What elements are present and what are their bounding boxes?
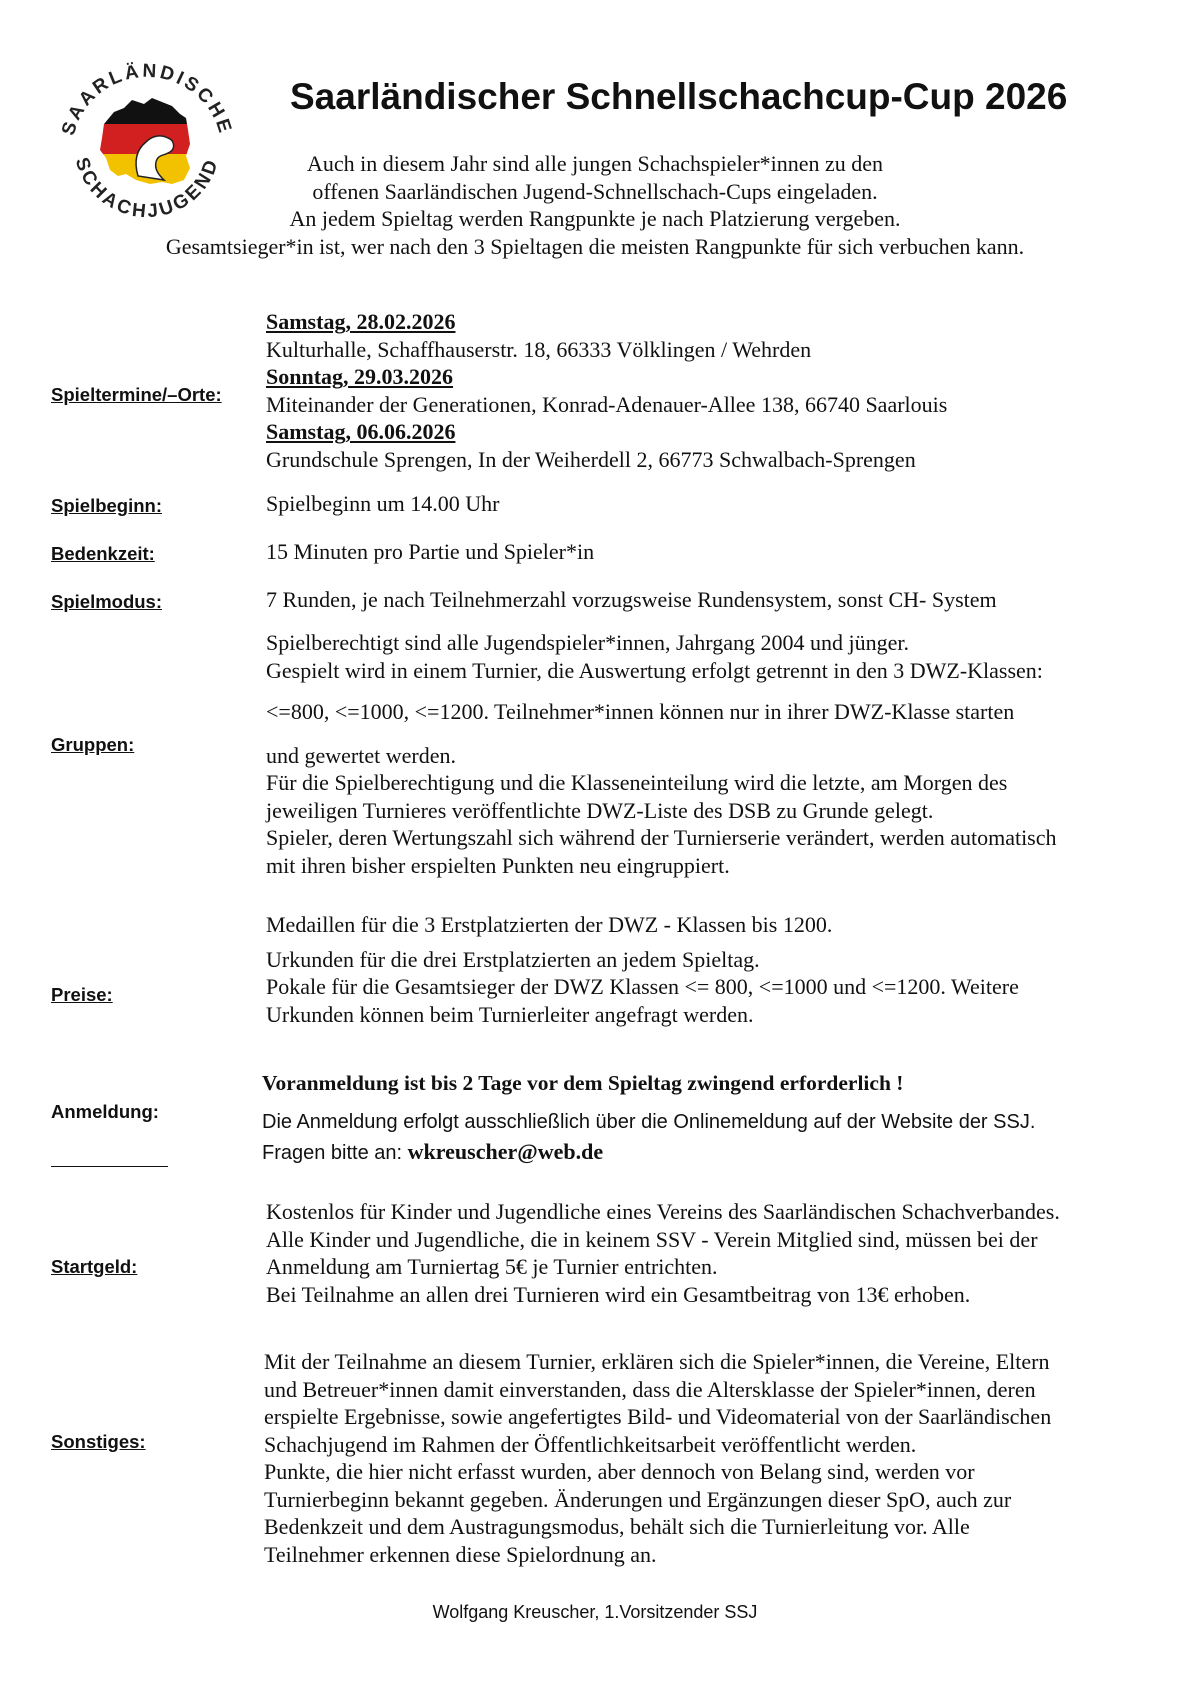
- intro-line: Gesamtsieger*in ist, wer nach den 3 Spieltagen die meisten Rangpunkte für sich verbuchen kann.: [165, 233, 1025, 259]
- sonstiges-text: [264, 1348, 1154, 1568]
- spielbeginn-line: Spielbeginn um 14.00 Uhr: [266, 491, 500, 516]
- page-title: Saarländischer Schnellschachcup-Cup 2026: [290, 76, 1068, 117]
- preise-line: Urkunden für die drei Erstplatzierten an jedem Spieltag.: [266, 946, 760, 972]
- preise-text: [266, 911, 1156, 1028]
- date-3: Samstag, 06.06.2026: [266, 419, 456, 444]
- spielmodus-text: [266, 586, 1156, 614]
- gruppen-line: jeweiligen Turnieres veröffentlichte DWZ-Liste des DSB zu Grunde gelegt.: [266, 797, 934, 823]
- contact-email[interactable]: wkreuscher@web.de: [407, 1139, 604, 1164]
- label-spielmodus: Spielmodus:: [51, 591, 163, 612]
- contact-prefix: Fragen bitte an:: [262, 1142, 408, 1164]
- gruppen-line: Für die Spielberechtigung und die Klasseneinteilung wird die letzte, am Morgen des: [266, 770, 1008, 795]
- sonstiges-line: Teilnehmer erkennen diese Spielordnung an.: [264, 1541, 657, 1567]
- label-divider: [51, 1166, 168, 1167]
- startgeld-line: Alle Kinder und Jugendliche, die in keinem SSV - Verein Mitglied sind, müssen bei der: [266, 1226, 1038, 1252]
- sonstiges-line: Turnierbeginn bekannt gegeben. Änderungen und Ergänzungen dieser SpO, auch zur: [264, 1486, 1012, 1512]
- gruppen-line: und gewertet werden.: [266, 742, 456, 768]
- label-startgeld: Startgeld:: [51, 1256, 138, 1277]
- sonstiges-line: Bedenkzeit und dem Austragungsmodus, behält sich die Turnierleitung vor. Alle: [264, 1514, 970, 1539]
- sonstiges-line: und Betreuer*innen damit einverstanden, dass die Altersklasse der Spieler*innen, deren: [264, 1376, 1036, 1402]
- date-2: Sonntag, 29.03.2026: [266, 364, 454, 389]
- bedenkzeit-text: [266, 538, 1156, 566]
- preise-line: Pokale für die Gesamtsieger der DWZ Klassen <= 800, <=1000 und <=1200. Weitere: [266, 974, 1019, 999]
- label-spielbeginn: Spielbeginn:: [51, 495, 162, 516]
- logo-bottom-text: SCHACHJUGEND: [70, 154, 224, 223]
- startgeld-line: Anmeldung am Turniertag 5€ je Turnier entrichten.: [266, 1254, 718, 1279]
- label-sonstiges: Sonstiges:: [51, 1431, 146, 1452]
- place-2: Miteinander der Generationen, Konrad-Adenauer-Allee 138, 66740 Saarlouis: [266, 391, 948, 417]
- spielmodus-line: 7 Runden, je nach Teilnehmerzahl vorzugsweise Rundensystem, sonst CH- System: [266, 587, 997, 612]
- label-gruppen: Gruppen:: [51, 734, 135, 755]
- spielbeginn-text: [266, 490, 1156, 518]
- gruppen-text: [266, 629, 1156, 879]
- anmeldung-headline: Voranmeldung ist bis 2 Tage vor dem Spieltag zwingend erforderlich !: [262, 1071, 904, 1095]
- place-1: Kulturhalle, Schaffhauserstr. 18, 66333 Völklingen / Wehrden: [266, 336, 812, 362]
- gruppen-line: Spieler, deren Wertungszahl sich während der Turnierserie verändert, werden automatisch: [266, 825, 1057, 850]
- anmeldung-line: Die Anmeldung erfolgt ausschließlich über die Onlinemeldung auf der Website der SSJ.: [262, 1111, 1036, 1133]
- anmeldung-contact: [262, 1139, 603, 1165]
- intro-line: Auch in diesem Jahr sind alle jungen Schachspieler*innen zu den: [306, 151, 884, 176]
- logo-top-text: SAARLÄNDISCHE: [58, 60, 236, 138]
- label-preise: Preise:: [51, 984, 113, 1005]
- intro-line: An jedem Spieltag werden Rangpunkte je nach Platzierung vergeben.: [289, 206, 901, 231]
- sonstiges-line: erspielte Ergebnisse, sowie angefertigtes Bild- und Videomaterial von der Saarländischen: [264, 1404, 1052, 1429]
- footer-signature: Wolfgang Kreuscher, 1.Vorsitzender SSJ: [432, 1602, 758, 1622]
- intro-line: offenen Saarländischen Jugend-Schnellschach-Cups eingeladen.: [312, 178, 878, 204]
- spieltermine-list: [266, 308, 1156, 473]
- date-1: Samstag, 28.02.2026: [266, 309, 456, 334]
- gruppen-line: Gespielt wird in einem Turnier, die Auswertung erfolgt getrennt in den 3 DWZ-Klassen:: [266, 657, 1043, 683]
- gruppen-line: Spielberechtigt sind alle Jugendspieler*innen, Jahrgang 2004 und jünger.: [266, 630, 909, 655]
- label-spieltermine: Spieltermine/–Orte:: [51, 384, 222, 405]
- gruppen-line: mit ihren bisher erspielten Punkten neu eingruppiert.: [266, 852, 730, 878]
- sonstiges-line: Punkte, die hier nicht erfasst wurden, aber dennoch von Belang sind, werden vor: [264, 1459, 975, 1484]
- sonstiges-line: Schachjugend im Rahmen der Öffentlichkeitsarbeit veröffentlicht werden.: [264, 1431, 917, 1457]
- preise-line: Urkunden können beim Turnierleiter angefragt werden.: [266, 1001, 754, 1027]
- gruppen-line: <=800, <=1000, <=1200. Teilnehmer*innen können nur in ihrer DWZ-Klasse starten: [266, 699, 1015, 724]
- label-anmeldung: Anmeldung:: [51, 1101, 159, 1122]
- bedenkzeit-line: 15 Minuten pro Partie und Spieler*in: [266, 539, 595, 564]
- startgeld-line: Kostenlos für Kinder und Jugendliche eines Vereins des Saarländischen Schachverbandes.: [266, 1199, 1060, 1224]
- startgeld-text: [266, 1198, 1156, 1308]
- sonstiges-line: Mit der Teilnahme an diesem Turnier, erklären sich die Spieler*innen, die Vereine, Eltern: [264, 1349, 1050, 1374]
- intro-text: [100, 150, 1090, 260]
- startgeld-line: Bei Teilnahme an allen drei Turnieren wird ein Gesamtbeitrag von 13€ erhoben.: [266, 1281, 971, 1307]
- preise-line: Medaillen für die 3 Erstplatzierten der DWZ - Klassen bis 1200.: [266, 912, 833, 937]
- label-bedenkzeit: Bedenkzeit:: [51, 543, 155, 564]
- place-3: Grundschule Sprengen, In der Weiherdell 2, 66773 Schwalbach-Sprengen: [266, 446, 916, 472]
